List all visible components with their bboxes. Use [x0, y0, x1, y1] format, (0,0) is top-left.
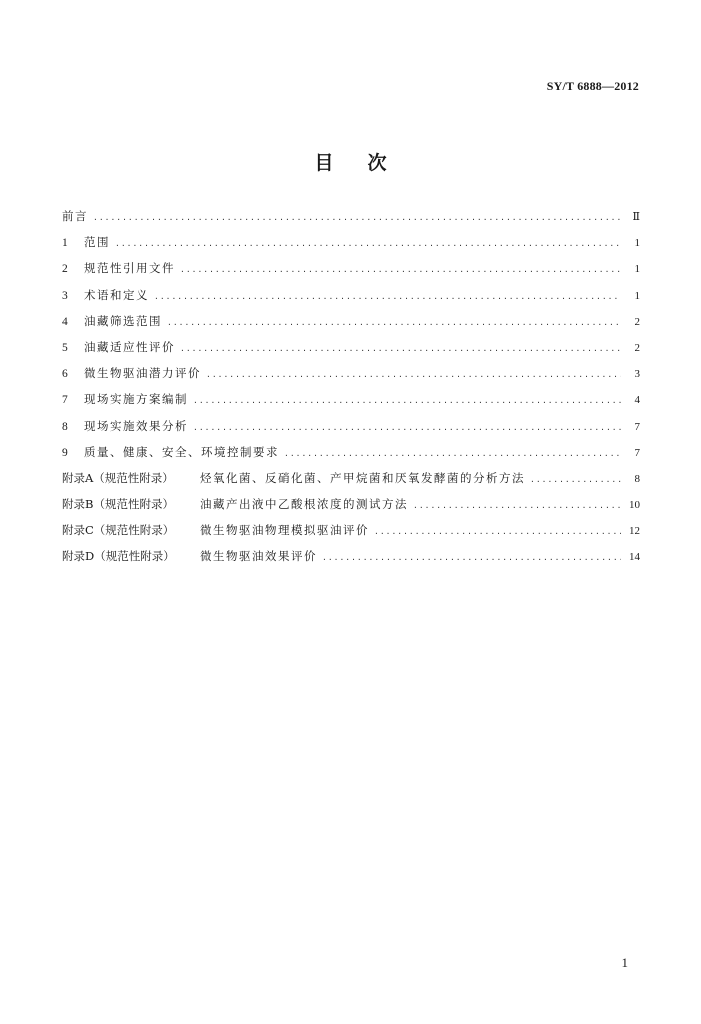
toc-entry-title: 微生物驱油潜力评价 [84, 366, 201, 381]
dot-leader [206, 370, 621, 379]
toc-entry-1[interactable] [62, 234, 640, 260]
dot-leader [180, 344, 621, 353]
toc-entry-appendix-a[interactable] [62, 470, 640, 496]
toc-entry-title: 微生物驱油效果评价 [200, 549, 317, 564]
toc-entry-2[interactable] [62, 260, 640, 286]
dot-leader [193, 396, 621, 405]
toc-entry-title: 术语和定义 [84, 287, 149, 302]
toc-entry-page: 7 [634, 420, 640, 433]
toc-entry-number: 1 [62, 237, 68, 250]
toc-entry-3[interactable] [62, 287, 640, 313]
toc-entry-number: 5 [62, 341, 68, 354]
toc-entry-page: 2 [634, 341, 640, 354]
toc-entry-appendix-label: 附录D（规范性附录） [62, 549, 175, 564]
toc-entry-page: 10 [629, 499, 640, 512]
toc-entry-title: 质量、健康、安全、环境控制要求 [84, 444, 279, 459]
dot-leader [374, 527, 621, 536]
toc-entry-title: 微生物驱油物理模拟驱油评价 [200, 523, 369, 538]
dot-leader [180, 265, 621, 274]
toc-entry-page: 1 [634, 237, 640, 250]
toc-entry-page: 7 [634, 446, 640, 459]
toc-entry-number: 3 [62, 289, 68, 302]
toc-entry-page: 4 [634, 394, 640, 407]
dot-leader [193, 423, 621, 432]
toc-entry-title: 烃氧化菌、反硝化菌、产甲烷菌和厌氧发酵菌的分析方法 [200, 470, 525, 485]
dot-leader [413, 501, 621, 510]
dot-leader [115, 239, 621, 248]
toc-entry-appendix-c[interactable] [62, 522, 640, 548]
dot-leader [93, 213, 621, 222]
dot-leader [167, 318, 621, 327]
toc-entry-number: 6 [62, 368, 68, 381]
dot-leader [322, 553, 621, 562]
toc-entry-7[interactable] [62, 391, 640, 417]
toc-entry-title: 现场实施方案编制 [84, 392, 188, 407]
toc-entry-number: 7 [62, 394, 68, 407]
toc-entry-appendix-d[interactable] [62, 548, 640, 574]
toc-entry-appendix-label: 附录C（规范性附录） [62, 523, 175, 538]
toc-entry-foreword[interactable] [62, 208, 640, 234]
toc-entry-number: 8 [62, 420, 68, 433]
toc-title: 目次 [314, 152, 421, 174]
toc-entry-title: 规范性引用文件 [84, 261, 175, 276]
toc-entry-page: 14 [629, 551, 640, 564]
toc-entry-page: 1 [634, 263, 640, 276]
toc-entry-9[interactable] [62, 444, 640, 470]
toc-entry-page: 12 [629, 525, 640, 538]
toc-entry-4[interactable] [62, 313, 640, 339]
toc-entry-number: 2 [62, 263, 68, 276]
toc-entry-appendix-label: 附录A（规范性附录） [62, 470, 174, 485]
dot-leader [154, 292, 621, 301]
page-number: 1 [621, 955, 628, 970]
toc-entry-title: 油藏适应性评价 [84, 339, 175, 354]
toc-entry-page: 3 [634, 368, 640, 381]
toc-entry-page: 1 [634, 289, 640, 302]
toc-entry-title: 前言 [62, 209, 88, 223]
toc-entry-title: 油藏筛选范围 [84, 313, 162, 328]
standard-code: SY/T 6888—2012 [546, 79, 639, 93]
table-of-contents [62, 208, 640, 575]
toc-entry-page: 2 [634, 315, 640, 328]
toc-entry-number: 4 [62, 315, 68, 328]
toc-entry-title: 现场实施效果分析 [84, 418, 188, 433]
toc-entry-number: 9 [62, 446, 68, 459]
dot-leader [284, 449, 621, 458]
toc-entry-appendix-b[interactable] [62, 496, 640, 522]
toc-entry-8[interactable] [62, 418, 640, 444]
toc-entry-title: 范围 [84, 235, 110, 250]
toc-entry-5[interactable] [62, 339, 640, 365]
toc-entry-title: 油藏产出液中乙酸根浓度的测试方法 [200, 497, 408, 512]
toc-entry-appendix-label: 附录B（规范性附录） [62, 497, 174, 512]
dot-leader [530, 475, 621, 484]
toc-entry-page: 8 [634, 472, 640, 485]
toc-entry-page: Ⅱ [632, 211, 640, 223]
toc-entry-6[interactable] [62, 365, 640, 391]
